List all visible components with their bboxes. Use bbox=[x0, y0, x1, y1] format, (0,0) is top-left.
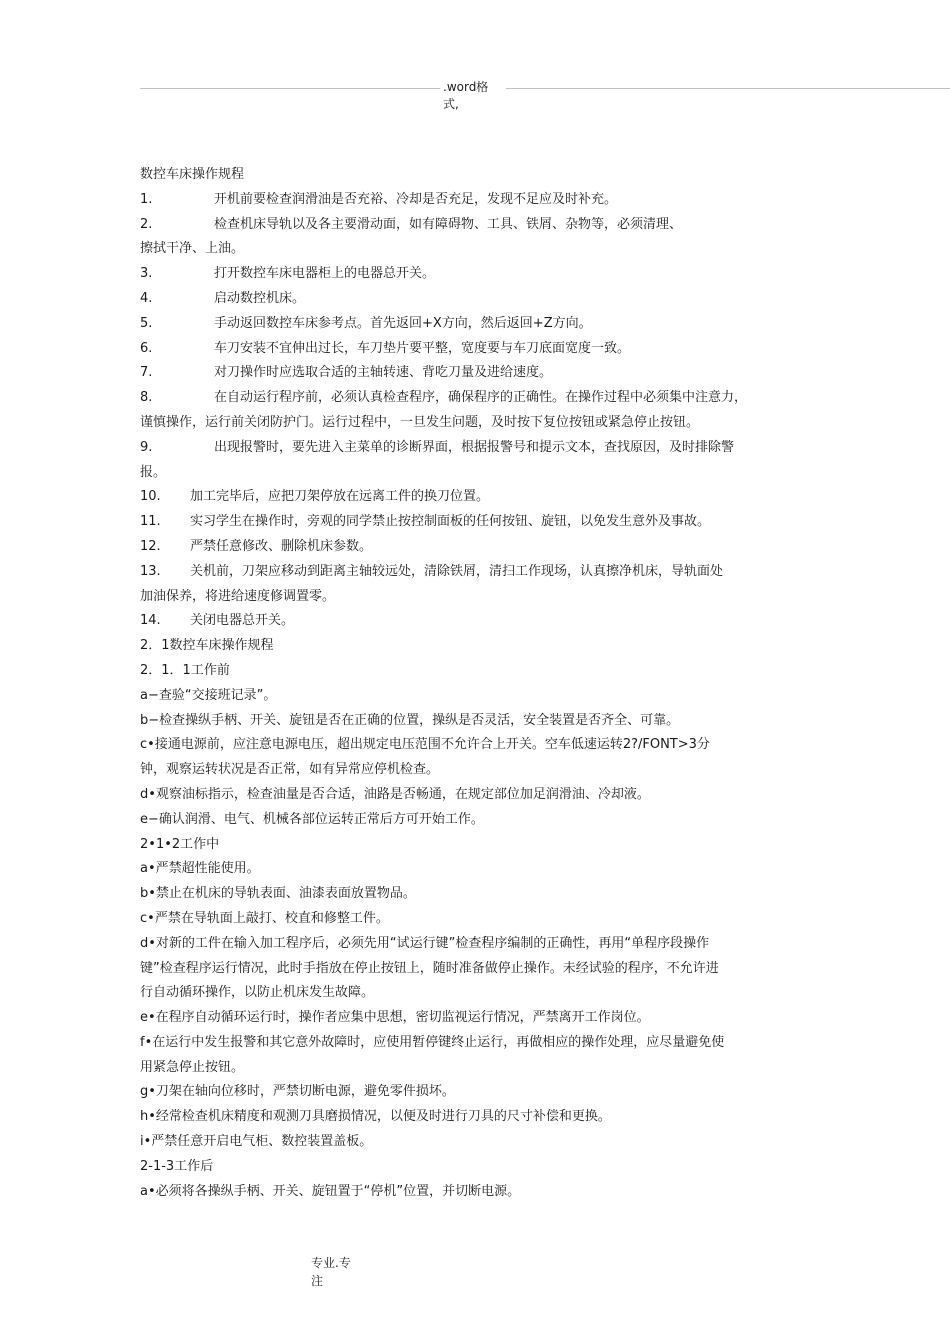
item-number: 7. bbox=[140, 365, 153, 381]
paragraph-line bbox=[140, 287, 820, 312]
line-text: 启动数控机床。 bbox=[214, 290, 306, 306]
line-text: 键”检查程序运行情况，此时手指放在停止按钮上，随时准备做停止操作。未经试验的程序，不允许进 bbox=[140, 960, 719, 976]
paragraph-line bbox=[140, 560, 820, 585]
document-body bbox=[140, 163, 820, 1204]
line-text: a−查验“交接班记录”。 bbox=[140, 687, 277, 703]
line-text: b−检查操纵手柄、开关、旋钮是否在正确的位置，操纵是否灵活，安全装置是否齐全、可靠。 bbox=[140, 712, 680, 728]
paragraph-line bbox=[140, 213, 820, 238]
paragraph-line bbox=[140, 634, 820, 659]
paragraph-line bbox=[140, 461, 820, 486]
paragraph-line bbox=[140, 585, 820, 610]
paragraph-line bbox=[140, 337, 820, 362]
paragraph-line bbox=[140, 485, 820, 510]
line-text: 车刀安装不宜伸出过长，车刀垫片要平整，宽度要与车刀底面宽度一致。 bbox=[214, 340, 631, 356]
line-text: 2•1•2工作中 bbox=[140, 836, 220, 852]
line-text: h•经常检查机床精度和观测刀具磨损情况，以便及时进行刀具的尺寸补偿和更换。 bbox=[140, 1109, 611, 1125]
item-number: 12. bbox=[140, 538, 161, 554]
item-number: 10. bbox=[140, 489, 161, 505]
paragraph-line bbox=[140, 783, 820, 808]
paragraph-line bbox=[140, 833, 820, 858]
line-text: 钟，观察运转状况是否正常，如有异常应停机检查。 bbox=[140, 762, 440, 778]
line-text: c•接通电源前，应注意电源电压，超出规定电压范围不允许合上开关。空车低速运转2?/FONT>3分 bbox=[140, 737, 710, 753]
line-text: 出现报警时，要先进入主菜单的诊断界面，根据报警号和提示文本，查找原因，及时排除警 bbox=[214, 439, 735, 455]
line-text: e•在程序自动循环运行时，操作者应集中思想，密切监视运行情况，严禁离开工作岗位。 bbox=[140, 1010, 650, 1026]
paragraph-line bbox=[140, 1180, 820, 1205]
item-number: 14. bbox=[140, 613, 161, 629]
paragraph-line bbox=[140, 857, 820, 882]
item-number: 4. bbox=[140, 290, 153, 306]
paragraph-line bbox=[140, 808, 820, 833]
line-text: 加工完毕后，应把刀架停放在远离工件的换刀位置。 bbox=[190, 489, 490, 505]
paragraph-line bbox=[140, 163, 820, 188]
line-text: f•在运行中发生报警和其它意外故障时，应使用暂停键终止运行，再做相应的操作处理，应尽量避免使 bbox=[140, 1034, 725, 1050]
paragraph-line bbox=[140, 1056, 820, 1081]
page-header: .word格式, bbox=[440, 79, 506, 113]
line-text: 谨慎操作，运行前关闭防护门。运行过程中，一旦发生问题，及时按下复位按钮或紧急停止按钮。 bbox=[140, 414, 700, 430]
paragraph-line bbox=[140, 262, 820, 287]
paragraph-line bbox=[140, 411, 820, 436]
paragraph-line bbox=[140, 535, 820, 560]
line-text: 2-1-3工作后 bbox=[140, 1158, 214, 1174]
line-text: g•刀架在轴向位移时，严禁切断电源，避免零件损坏。 bbox=[140, 1084, 455, 1100]
line-text: 对刀操作时应选取合适的主轴转速、背吃刀量及进给速度。 bbox=[214, 365, 553, 381]
item-number: 6. bbox=[140, 340, 153, 356]
paragraph-line bbox=[140, 1155, 820, 1180]
paragraph-line bbox=[140, 659, 820, 684]
line-text: 2．1．1工作前 bbox=[140, 662, 230, 678]
paragraph-line bbox=[140, 436, 820, 461]
paragraph-line bbox=[140, 1130, 820, 1155]
line-text: 检查机床导轨以及各主要滑动面，如有障碍物、工具、铁屑、杂物等，必须清理、 bbox=[214, 216, 683, 232]
line-text: c•严禁在导轨面上敲打、校直和修整工件。 bbox=[140, 910, 389, 926]
paragraph-line bbox=[140, 932, 820, 957]
line-text: i•严禁任意开启电气柜、数控装置盖板。 bbox=[140, 1134, 373, 1150]
item-number: 9. bbox=[140, 439, 153, 455]
line-text: d•对新的工件在输入加工程序后，必须先用“试运行键”检查程序编制的正确性，再用“单程序段操作 bbox=[140, 935, 710, 951]
header-rule bbox=[140, 88, 950, 89]
paragraph-line bbox=[140, 237, 820, 262]
line-text: 2．1数控车床操作规程 bbox=[140, 638, 274, 654]
line-text: 关闭电器总开关。 bbox=[190, 613, 295, 629]
paragraph-line bbox=[140, 361, 820, 386]
paragraph-line bbox=[140, 957, 820, 982]
paragraph-line bbox=[140, 188, 820, 213]
paragraph-line bbox=[140, 609, 820, 634]
paragraph-line bbox=[140, 1006, 820, 1031]
line-text: 在自动运行程序前，必须认真检查程序，确保程序的正确性。在操作过程中必须集中注意力， bbox=[214, 390, 748, 406]
line-text: 擦拭干净、上油。 bbox=[140, 241, 245, 257]
paragraph-line bbox=[140, 386, 820, 411]
line-text: 打开数控车床电器柜上的电器总开关。 bbox=[214, 266, 436, 282]
page-footer: 专业.专注 bbox=[311, 1256, 351, 1288]
line-text: 数控车床操作规程 bbox=[140, 167, 245, 182]
line-text: 严禁任意修改、删除机床参数。 bbox=[190, 538, 373, 554]
paragraph-line bbox=[140, 907, 820, 932]
paragraph-line bbox=[140, 312, 820, 337]
item-number: 13. bbox=[140, 563, 161, 579]
item-number: 1. bbox=[140, 191, 153, 207]
line-text: e−确认润滑、电气、机械各部位运转正常后方可开始工作。 bbox=[140, 811, 484, 827]
line-text: 实习学生在操作时，旁观的同学禁止按控制面板的任何按钮、旋钮，以免发生意外及事故。 bbox=[190, 514, 711, 530]
line-text: 用紧急停止按钮。 bbox=[140, 1059, 245, 1075]
line-text: 加油保养，将进给速度修调置零。 bbox=[140, 588, 336, 604]
paragraph-line bbox=[140, 1080, 820, 1105]
paragraph-line bbox=[140, 733, 820, 758]
line-text: d•观察油标指示，检查油量是否合适，油路是否畅通，在规定部位加足润滑油、冷却液。 bbox=[140, 786, 650, 802]
line-text: a•必须将各操纵手柄、开关、旋钮置于“停机”位置，并切断电源。 bbox=[140, 1183, 521, 1199]
paragraph-line bbox=[140, 1031, 820, 1056]
paragraph-line bbox=[140, 709, 820, 734]
line-text: 开机前要检查润滑油是否充裕、冷却是否充足，发现不足应及时补充。 bbox=[214, 191, 618, 207]
paragraph-line bbox=[140, 981, 820, 1006]
line-text: b•禁止在机床的导轨表面、油漆表面放置物品。 bbox=[140, 886, 416, 902]
paragraph-line bbox=[140, 758, 820, 783]
line-text: 报。 bbox=[140, 464, 167, 480]
paragraph-line bbox=[140, 684, 820, 709]
line-text: 手动返回数控车床参考点。首先返回+X方向，然后返回+Z方向。 bbox=[214, 315, 592, 331]
item-number: 8. bbox=[140, 390, 153, 406]
paragraph-line bbox=[140, 1105, 820, 1130]
item-number: 11. bbox=[140, 514, 161, 530]
line-text: 关机前，刀架应移动到距离主轴较远处，清除铁屑，清扫工作现场，认真擦净机床，导轨面处 bbox=[190, 563, 724, 579]
item-number: 2. bbox=[140, 216, 153, 232]
item-number: 5. bbox=[140, 315, 153, 331]
line-text: a•严禁超性能使用。 bbox=[140, 861, 260, 877]
paragraph-line bbox=[140, 510, 820, 535]
paragraph-line bbox=[140, 882, 820, 907]
line-text: 行自动循环操作，以防止机床发生故障。 bbox=[140, 985, 375, 1001]
item-number: 3. bbox=[140, 266, 153, 282]
